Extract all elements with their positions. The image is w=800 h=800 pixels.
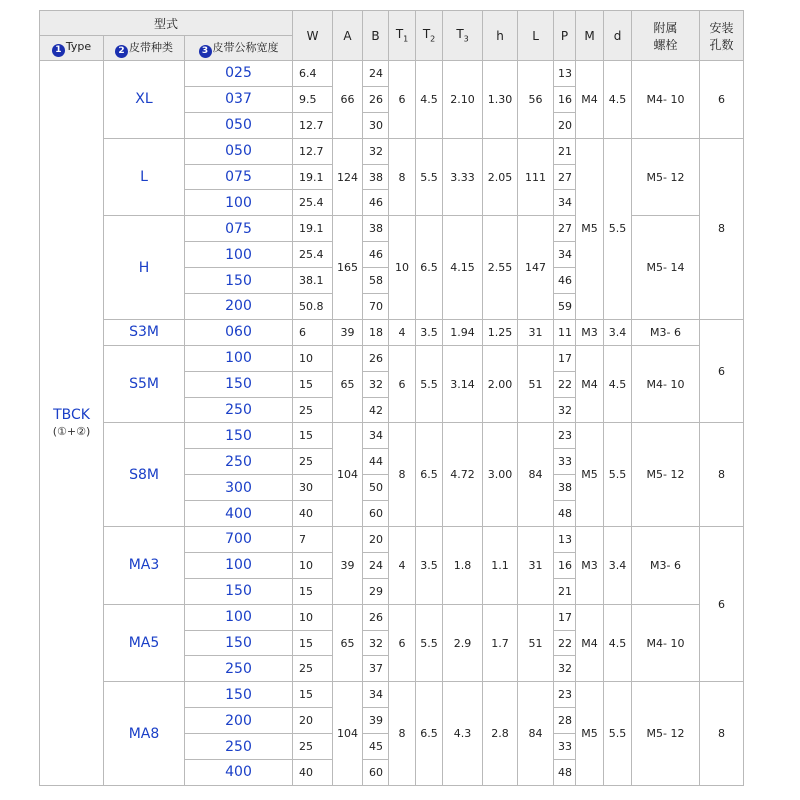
B-cell: 26 bbox=[363, 345, 389, 371]
W-cell: 9.5 bbox=[293, 86, 333, 112]
W-cell: 25.4 bbox=[293, 190, 333, 216]
table-row bbox=[40, 345, 744, 371]
header-type: 1 Type bbox=[40, 36, 104, 61]
B-cell: 32 bbox=[363, 138, 389, 164]
h-cell: 1.30 bbox=[483, 61, 518, 139]
B-cell: 44 bbox=[363, 449, 389, 475]
belt-type-cell: S8M bbox=[104, 423, 185, 527]
belt-type-cell: XL bbox=[104, 61, 185, 139]
belt-width-cell: 025 bbox=[185, 61, 293, 87]
P-cell: 17 bbox=[554, 345, 576, 371]
belt-type-cell: MA3 bbox=[104, 527, 185, 605]
B-cell: 37 bbox=[363, 656, 389, 682]
W-cell: 19.1 bbox=[293, 216, 333, 242]
L-cell: 56 bbox=[518, 61, 554, 139]
header-W: W bbox=[293, 11, 333, 61]
belt-width-cell: 250 bbox=[185, 734, 293, 760]
belt-type-cell: MA8 bbox=[104, 682, 185, 786]
bolt-cell: M5- 14 bbox=[632, 216, 700, 320]
h-cell: 2.00 bbox=[483, 345, 518, 423]
W-cell: 25.4 bbox=[293, 242, 333, 268]
B-cell: 30 bbox=[363, 112, 389, 138]
belt-width-cell: 150 bbox=[185, 682, 293, 708]
P-cell: 23 bbox=[554, 423, 576, 449]
header-L: L bbox=[518, 11, 554, 61]
header-model: 型式 bbox=[40, 11, 293, 36]
header-belt-width: 3 皮带公称宽度 bbox=[185, 36, 293, 61]
table-row bbox=[40, 527, 744, 553]
P-cell: 59 bbox=[554, 294, 576, 320]
W-cell: 15 bbox=[293, 423, 333, 449]
d-cell: 5.5 bbox=[604, 682, 632, 786]
belt-width-cell: 037 bbox=[185, 86, 293, 112]
P-cell: 22 bbox=[554, 371, 576, 397]
belt-width-cell: 150 bbox=[185, 371, 293, 397]
P-cell: 27 bbox=[554, 216, 576, 242]
W-cell: 25 bbox=[293, 397, 333, 423]
belt-width-cell: 060 bbox=[185, 319, 293, 345]
mount-holes-cell: 6 bbox=[700, 319, 744, 423]
P-cell: 48 bbox=[554, 501, 576, 527]
d-cell: 3.4 bbox=[604, 319, 632, 345]
belt-type-cell: L bbox=[104, 138, 185, 216]
A-cell: 104 bbox=[333, 682, 363, 786]
belt-width-cell: 200 bbox=[185, 294, 293, 320]
M-cell: M5 bbox=[576, 138, 604, 319]
A-cell: 39 bbox=[333, 527, 363, 605]
T2-cell: 6.5 bbox=[416, 423, 443, 527]
W-cell: 30 bbox=[293, 475, 333, 501]
A-cell: 39 bbox=[333, 319, 363, 345]
B-cell: 34 bbox=[363, 423, 389, 449]
P-cell: 21 bbox=[554, 578, 576, 604]
header-B: B bbox=[363, 11, 389, 61]
P-cell: 20 bbox=[554, 112, 576, 138]
mount-holes-cell: 6 bbox=[700, 61, 744, 139]
h-cell: 3.00 bbox=[483, 423, 518, 527]
belt-width-cell: 150 bbox=[185, 578, 293, 604]
L-cell: 51 bbox=[518, 345, 554, 423]
T3-cell: 3.14 bbox=[443, 345, 483, 423]
belt-type-cell: H bbox=[104, 216, 185, 320]
P-cell: 32 bbox=[554, 397, 576, 423]
W-cell: 19.1 bbox=[293, 164, 333, 190]
M-cell: M4 bbox=[576, 345, 604, 423]
header-T1: $T_1$ bbox=[389, 11, 416, 61]
header-belt-type: 2 皮带种类 bbox=[104, 36, 185, 61]
W-cell: 12.7 bbox=[293, 138, 333, 164]
L-cell: 31 bbox=[518, 319, 554, 345]
M-cell: M4 bbox=[576, 61, 604, 139]
d-cell: 5.5 bbox=[604, 138, 632, 319]
W-cell: 10 bbox=[293, 345, 333, 371]
L-cell: 84 bbox=[518, 682, 554, 786]
P-cell: 32 bbox=[554, 656, 576, 682]
header-h: h bbox=[483, 11, 518, 61]
M-cell: M5 bbox=[576, 682, 604, 786]
number-badge-icon: 1 bbox=[52, 44, 65, 57]
T1-cell: 6 bbox=[389, 604, 416, 682]
B-cell: 20 bbox=[363, 527, 389, 553]
L-cell: 51 bbox=[518, 604, 554, 682]
B-cell: 60 bbox=[363, 501, 389, 527]
B-cell: 70 bbox=[363, 294, 389, 320]
bolt-cell: M3- 6 bbox=[632, 319, 700, 345]
T2-cell: 3.5 bbox=[416, 319, 443, 345]
belt-width-cell: 700 bbox=[185, 527, 293, 553]
B-cell: 38 bbox=[363, 216, 389, 242]
P-cell: 11 bbox=[554, 319, 576, 345]
B-cell: 32 bbox=[363, 630, 389, 656]
header-bolt: 附属 螺栓 bbox=[632, 11, 700, 61]
P-cell: 13 bbox=[554, 61, 576, 87]
W-cell: 25 bbox=[293, 449, 333, 475]
bolt-cell: M4- 10 bbox=[632, 604, 700, 682]
T2-cell: 6.5 bbox=[416, 216, 443, 320]
L-cell: 31 bbox=[518, 527, 554, 605]
W-cell: 20 bbox=[293, 708, 333, 734]
T1-cell: 6 bbox=[389, 61, 416, 139]
A-cell: 66 bbox=[333, 61, 363, 139]
W-cell: 25 bbox=[293, 656, 333, 682]
B-cell: 46 bbox=[363, 242, 389, 268]
P-cell: 16 bbox=[554, 86, 576, 112]
T1-cell: 6 bbox=[389, 345, 416, 423]
bolt-cell: M3- 6 bbox=[632, 527, 700, 605]
T3-cell: 4.15 bbox=[443, 216, 483, 320]
P-cell: 27 bbox=[554, 164, 576, 190]
W-cell: 15 bbox=[293, 371, 333, 397]
P-cell: 17 bbox=[554, 604, 576, 630]
d-cell: 5.5 bbox=[604, 423, 632, 527]
W-cell: 40 bbox=[293, 501, 333, 527]
number-badge-icon: 2 bbox=[115, 45, 128, 58]
B-cell: 60 bbox=[363, 760, 389, 786]
A-cell: 165 bbox=[333, 216, 363, 320]
A-cell: 65 bbox=[333, 345, 363, 423]
A-cell: 104 bbox=[333, 423, 363, 527]
belt-width-cell: 050 bbox=[185, 112, 293, 138]
P-cell: 13 bbox=[554, 527, 576, 553]
W-cell: 15 bbox=[293, 630, 333, 656]
B-cell: 45 bbox=[363, 734, 389, 760]
P-cell: 23 bbox=[554, 682, 576, 708]
B-cell: 32 bbox=[363, 371, 389, 397]
T3-cell: 2.9 bbox=[443, 604, 483, 682]
P-cell: 46 bbox=[554, 268, 576, 294]
P-cell: 21 bbox=[554, 138, 576, 164]
belt-width-cell: 200 bbox=[185, 708, 293, 734]
belt-width-cell: 100 bbox=[185, 242, 293, 268]
T3-cell: 1.94 bbox=[443, 319, 483, 345]
bolt-cell: M5- 12 bbox=[632, 682, 700, 786]
T3-cell: 4.72 bbox=[443, 423, 483, 527]
T2-cell: 4.5 bbox=[416, 61, 443, 139]
belt-width-cell: 250 bbox=[185, 397, 293, 423]
W-cell: 6 bbox=[293, 319, 333, 345]
B-cell: 46 bbox=[363, 190, 389, 216]
T2-cell: 5.5 bbox=[416, 604, 443, 682]
T2-cell: 5.5 bbox=[416, 138, 443, 216]
A-cell: 65 bbox=[333, 604, 363, 682]
bolt-cell: M4- 10 bbox=[632, 345, 700, 423]
table-row bbox=[40, 604, 744, 630]
belt-width-cell: 150 bbox=[185, 268, 293, 294]
header-holes: 安装 孔数 bbox=[700, 11, 744, 61]
B-cell: 34 bbox=[363, 682, 389, 708]
header-T2: $T_2$ bbox=[416, 11, 443, 61]
T3-cell: 4.3 bbox=[443, 682, 483, 786]
bolt-cell: M5- 12 bbox=[632, 423, 700, 527]
h-cell: 1.1 bbox=[483, 527, 518, 605]
number-badge-icon: 3 bbox=[199, 45, 212, 58]
T1-cell: 8 bbox=[389, 423, 416, 527]
T3-cell: 1.8 bbox=[443, 527, 483, 605]
W-cell: 50.8 bbox=[293, 294, 333, 320]
L-cell: 147 bbox=[518, 216, 554, 320]
belt-width-cell: 075 bbox=[185, 164, 293, 190]
belt-width-cell: 100 bbox=[185, 345, 293, 371]
P-cell: 16 bbox=[554, 552, 576, 578]
header-A: A bbox=[333, 11, 363, 61]
W-cell: 38.1 bbox=[293, 268, 333, 294]
type-cell: TBCK (①+②) bbox=[40, 61, 104, 786]
L-cell: 84 bbox=[518, 423, 554, 527]
B-cell: 58 bbox=[363, 268, 389, 294]
M-cell: M4 bbox=[576, 604, 604, 682]
h-cell: 1.25 bbox=[483, 319, 518, 345]
W-cell: 10 bbox=[293, 552, 333, 578]
L-cell: 111 bbox=[518, 138, 554, 216]
table-row bbox=[40, 319, 744, 345]
B-cell: 38 bbox=[363, 164, 389, 190]
belt-type-cell: MA5 bbox=[104, 604, 185, 682]
table-row bbox=[40, 138, 744, 164]
M-cell: M3 bbox=[576, 527, 604, 605]
T2-cell: 3.5 bbox=[416, 527, 443, 605]
P-cell: 22 bbox=[554, 630, 576, 656]
mount-holes-cell: 8 bbox=[700, 423, 744, 527]
belt-width-cell: 150 bbox=[185, 423, 293, 449]
spec-table bbox=[39, 10, 744, 786]
bolt-cell: M5- 12 bbox=[632, 138, 700, 216]
h-cell: 2.55 bbox=[483, 216, 518, 320]
table-row bbox=[40, 423, 744, 449]
h-cell: 2.05 bbox=[483, 138, 518, 216]
mount-holes-cell: 8 bbox=[700, 138, 744, 319]
belt-type-cell: S3M bbox=[104, 319, 185, 345]
B-cell: 29 bbox=[363, 578, 389, 604]
T2-cell: 6.5 bbox=[416, 682, 443, 786]
B-cell: 39 bbox=[363, 708, 389, 734]
d-cell: 3.4 bbox=[604, 527, 632, 605]
header-M: M bbox=[576, 11, 604, 61]
W-cell: 10 bbox=[293, 604, 333, 630]
W-cell: 6.4 bbox=[293, 61, 333, 87]
T1-cell: 8 bbox=[389, 138, 416, 216]
M-cell: M5 bbox=[576, 423, 604, 527]
belt-width-cell: 400 bbox=[185, 501, 293, 527]
header-P: P bbox=[554, 11, 576, 61]
belt-type-cell: S5M bbox=[104, 345, 185, 423]
W-cell: 15 bbox=[293, 578, 333, 604]
table-row bbox=[40, 61, 744, 87]
belt-width-cell: 075 bbox=[185, 216, 293, 242]
P-cell: 34 bbox=[554, 242, 576, 268]
B-cell: 26 bbox=[363, 86, 389, 112]
P-cell: 48 bbox=[554, 760, 576, 786]
belt-width-cell: 250 bbox=[185, 449, 293, 475]
table-row bbox=[40, 216, 744, 242]
T3-cell: 2.10 bbox=[443, 61, 483, 139]
T3-cell: 3.33 bbox=[443, 138, 483, 216]
belt-width-cell: 100 bbox=[185, 190, 293, 216]
T1-cell: 8 bbox=[389, 682, 416, 786]
P-cell: 33 bbox=[554, 449, 576, 475]
W-cell: 15 bbox=[293, 682, 333, 708]
M-cell: M3 bbox=[576, 319, 604, 345]
header-d: d bbox=[604, 11, 632, 61]
belt-width-cell: 250 bbox=[185, 656, 293, 682]
W-cell: 12.7 bbox=[293, 112, 333, 138]
W-cell: 7 bbox=[293, 527, 333, 553]
B-cell: 24 bbox=[363, 552, 389, 578]
B-cell: 42 bbox=[363, 397, 389, 423]
P-cell: 38 bbox=[554, 475, 576, 501]
P-cell: 28 bbox=[554, 708, 576, 734]
P-cell: 34 bbox=[554, 190, 576, 216]
B-cell: 18 bbox=[363, 319, 389, 345]
h-cell: 1.7 bbox=[483, 604, 518, 682]
h-cell: 2.8 bbox=[483, 682, 518, 786]
T1-cell: 4 bbox=[389, 527, 416, 605]
spec-table-body bbox=[40, 61, 744, 786]
d-cell: 4.5 bbox=[604, 61, 632, 139]
d-cell: 4.5 bbox=[604, 345, 632, 423]
mount-holes-cell: 8 bbox=[700, 682, 744, 786]
T2-cell: 5.5 bbox=[416, 345, 443, 423]
T1-cell: 4 bbox=[389, 319, 416, 345]
belt-width-cell: 100 bbox=[185, 604, 293, 630]
A-cell: 124 bbox=[333, 138, 363, 216]
P-cell: 33 bbox=[554, 734, 576, 760]
belt-width-cell: 100 bbox=[185, 552, 293, 578]
B-cell: 24 bbox=[363, 61, 389, 87]
B-cell: 26 bbox=[363, 604, 389, 630]
T1-cell: 10 bbox=[389, 216, 416, 320]
belt-width-cell: 300 bbox=[185, 475, 293, 501]
table-row bbox=[40, 682, 744, 708]
mount-holes-cell: 6 bbox=[700, 527, 744, 682]
W-cell: 25 bbox=[293, 734, 333, 760]
W-cell: 40 bbox=[293, 760, 333, 786]
belt-width-cell: 400 bbox=[185, 760, 293, 786]
d-cell: 4.5 bbox=[604, 604, 632, 682]
header-T3: $T_3$ bbox=[443, 11, 483, 61]
bolt-cell: M4- 10 bbox=[632, 61, 700, 139]
B-cell: 50 bbox=[363, 475, 389, 501]
belt-width-cell: 050 bbox=[185, 138, 293, 164]
belt-width-cell: 150 bbox=[185, 630, 293, 656]
